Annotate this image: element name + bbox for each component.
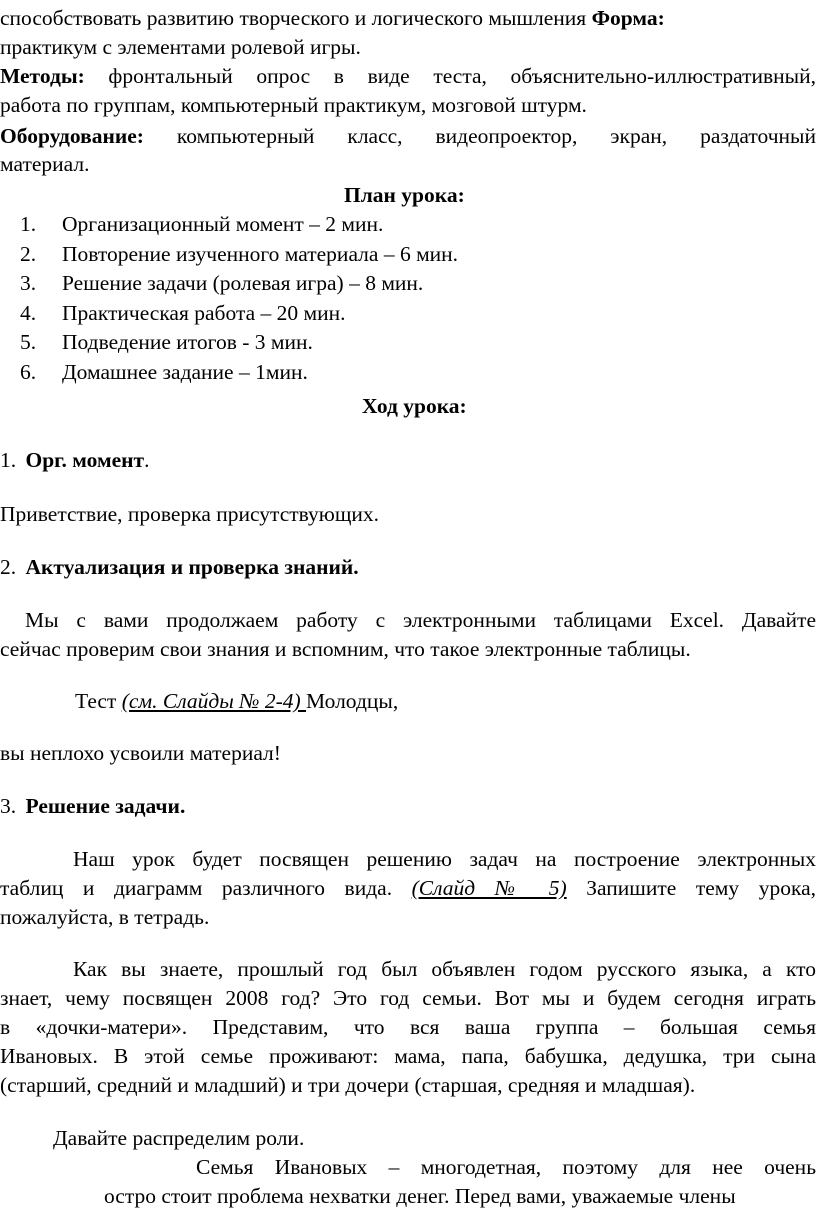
- equipment-label: Оборудование:: [0, 124, 144, 148]
- paragraph-text: в «дочки-матери». Представим, что вся ваша группа – большая семья: [0, 1015, 816, 1039]
- plan-item: [0, 269, 816, 299]
- slides-reference-link[interactable]: (см. Слайды № 2-4): [121, 689, 307, 713]
- test-suffix: Молодцы,: [306, 689, 399, 713]
- section3-number: 3.: [0, 794, 17, 818]
- plan-item-text: Практическая работа – 20 мин.: [62, 300, 346, 325]
- test-prefix: Тест: [75, 689, 122, 713]
- section3-paragraph-2-line-4: [0, 1042, 816, 1071]
- plan-item-text: Решение задачи (ролевая игра) – 8 мин.: [62, 271, 424, 295]
- section2-paragraph-1-line-1: [25, 606, 816, 635]
- methods-text: фронтальный опрос в виде теста, объяснительно-иллюстративный,: [84, 64, 816, 88]
- section1-title-suffix: .: [144, 448, 150, 472]
- forma-text: практикум с элементами ролевой игры.: [0, 35, 361, 59]
- paragraph-text: Семья Ивановых – многодетная, поэтому для нее очень: [196, 1155, 816, 1179]
- plan-item-number: 4.: [20, 300, 37, 325]
- paragraph-text: знает, чему посвящен 2008 год? Это год семьи. Вот мы и будем сегодня играть: [0, 986, 816, 1010]
- section2-title: Актуализация и проверка знаний.: [25, 555, 359, 579]
- section2-number: 2.: [0, 555, 17, 579]
- section1-number: 1.: [0, 448, 17, 472]
- section2-heading: [0, 553, 816, 582]
- intro-text: способствовать развитию творческого и логического мышления: [0, 6, 592, 30]
- methods-line-1: [0, 62, 816, 91]
- paragraph-text: Ивановых. В этой семье проживают: мама, папа, бабушка, дедушка, три сына: [0, 1044, 816, 1068]
- methods-line-2: [0, 91, 816, 120]
- section1-heading: [0, 446, 816, 475]
- section3-heading: [0, 792, 816, 821]
- progress-title: Ход урока:: [362, 394, 467, 418]
- plan-item: [0, 210, 816, 240]
- plan-item-text: Подведение итогов - 3 мин.: [62, 330, 313, 354]
- paragraph-text: Как вы знаете, прошлый год был объявлен годом русского языка, а кто: [73, 957, 816, 981]
- section3-paragraph-3: Давайте распределим роли.: [53, 1126, 305, 1150]
- equipment-text: компьютерный класс, видеопроектор, экран, раздаточный: [143, 124, 816, 148]
- equipment-line-2: [0, 150, 816, 179]
- section3-paragraph-4-line-1: [196, 1153, 816, 1182]
- plan-item: [0, 240, 816, 270]
- section3-paragraph-2-line-2: [0, 984, 816, 1013]
- section3-paragraph-2-line-5: (старший, средний и младший) и три дочери (старшая, средняя и младшая).: [0, 1073, 696, 1097]
- section3-paragraph-2-line-3: [0, 1013, 816, 1042]
- section3-paragraph-1-line-1: [73, 845, 816, 874]
- slide-reference-link[interactable]: (Слайд № 5): [411, 876, 567, 900]
- paragraph-text: Наш урок будет посвящен решению задач на построение электронных: [73, 847, 816, 871]
- methods-label: Методы:: [0, 64, 85, 88]
- section3-paragraph-2-line-1: [73, 955, 816, 984]
- section2-paragraph-1-line-2: сейчас проверим свои знания и вспомним, что такое электронные таблицы.: [0, 637, 691, 661]
- plan-item-number: 6.: [20, 359, 37, 384]
- plan-item-text: Организационный момент – 2 мин.: [62, 212, 384, 236]
- intro-line-2: [0, 33, 816, 62]
- section3-paragraph-1-line-2: [0, 874, 816, 903]
- methods-text-2: работа по группам, компьютерный практикум, мозговой штурм.: [0, 93, 587, 117]
- plan-list: [0, 210, 816, 387]
- paragraph-text: Мы с вами продолжаем работу с электронными таблицами Excel. Давайте: [25, 608, 816, 632]
- plan-item-text: Повторение изученного материала – 6 мин.: [62, 241, 459, 266]
- plan-item-text: Домашнее задание – 1мин.: [62, 359, 308, 384]
- plan-item: [0, 358, 816, 388]
- section1-text: Приветствие, проверка присутствующих.: [0, 502, 380, 526]
- section2-test-line: [75, 687, 816, 716]
- paragraph-text: Запишите тему урока,: [566, 876, 816, 900]
- plan-item-number: 1.: [20, 212, 37, 236]
- plan-item: [0, 328, 816, 358]
- forma-label: Форма:: [591, 6, 665, 30]
- plan-item-number: 5.: [20, 330, 37, 354]
- equipment-text-2: материал.: [0, 152, 90, 176]
- plan-item: [0, 299, 816, 329]
- plan-item-number: 2.: [20, 241, 37, 266]
- plan-title: План урока:: [344, 183, 465, 207]
- section2-paragraph-3: вы неплохо усвоили материал!: [0, 741, 281, 765]
- section3-paragraph-1-line-3: пожалуйста, в тетрадь.: [0, 905, 210, 929]
- plan-item-number: 3.: [20, 271, 37, 295]
- equipment-line-1: [0, 122, 816, 151]
- paragraph-text: таблиц и диаграмм различного вида.: [0, 876, 412, 900]
- section3-paragraph-4-line-2: остро стоит проблема нехватки денег. Перед вами, уважаемые члены: [104, 1184, 736, 1208]
- section3-title: Решение задачи.: [25, 794, 186, 818]
- intro-line-1: [0, 4, 816, 33]
- section1-title: Орг. момент: [25, 448, 145, 472]
